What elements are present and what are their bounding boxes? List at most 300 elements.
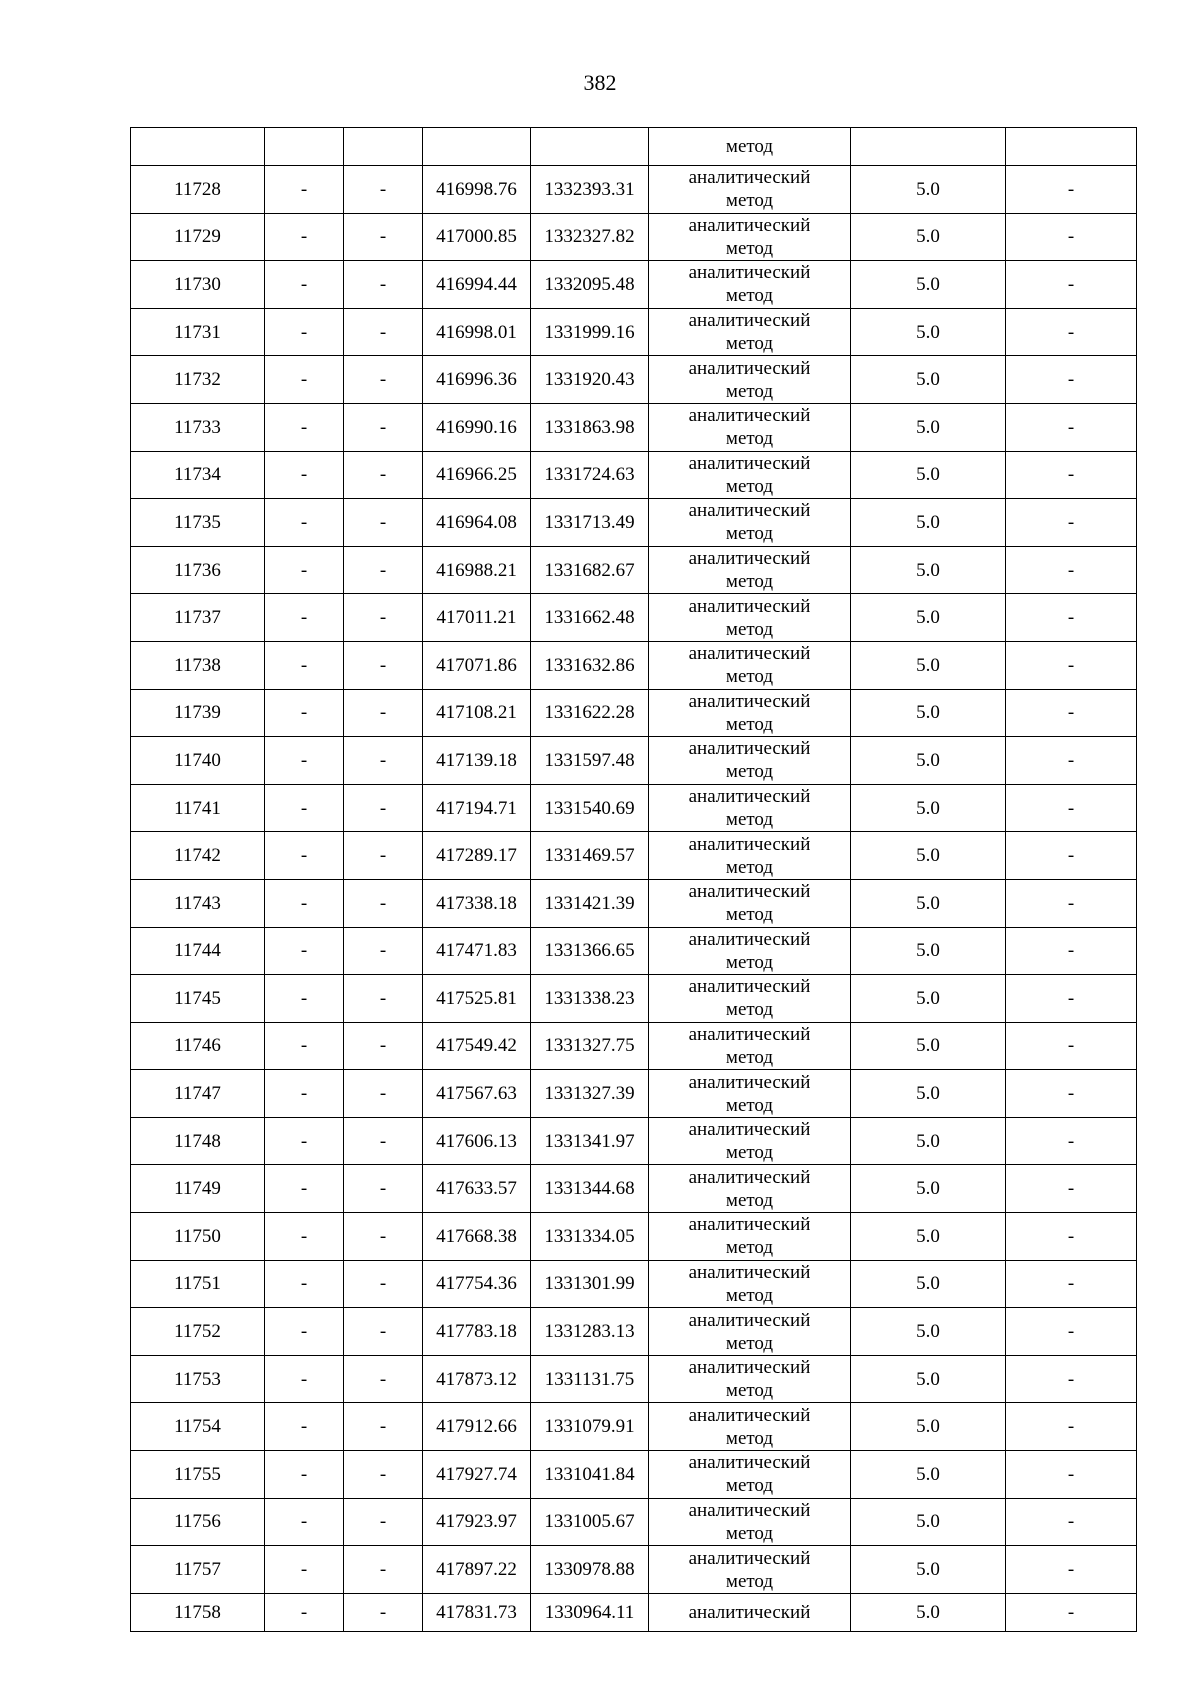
method-line1: аналитический [688,405,811,427]
method-cell [649,1546,851,1594]
table-row [131,879,1137,927]
dash-cell: - [265,1355,344,1403]
y-coordinate-cell: 1331079.91 [531,1403,649,1451]
table-row [131,213,1137,261]
y-coordinate-cell: 1331327.39 [531,1070,649,1118]
dash-cell: - [344,499,423,547]
dash-cell: - [1006,784,1137,832]
point-number-cell: 11743 [131,879,265,927]
dash-cell: - [1006,261,1137,309]
dash-cell: - [344,1260,423,1308]
dash-cell: - [265,1022,344,1070]
method-cell [649,1403,851,1451]
y-coordinate-cell: 1331334.05 [531,1213,649,1261]
accuracy-cell: 5.0 [851,1308,1006,1356]
dash-cell: - [265,594,344,642]
dash-cell: - [265,1451,344,1499]
dash-cell: - [1006,927,1137,975]
x-coordinate-cell [423,128,531,166]
method-line1: аналитический [688,1261,811,1283]
table-row [131,451,1137,499]
method-line1: аналитический [688,1452,811,1474]
method-line2: метод [725,571,774,593]
accuracy-cell: 5.0 [851,1260,1006,1308]
dash-cell: - [344,784,423,832]
method-line2: метод [725,190,774,212]
dash-cell: - [1006,451,1137,499]
x-coordinate-cell: 417633.57 [423,1165,531,1213]
method-cell [649,832,851,880]
point-number-cell: 11733 [131,403,265,451]
y-coordinate-cell: 1331662.48 [531,594,649,642]
dash-cell: - [344,1022,423,1070]
table-row [131,499,1137,547]
dash-cell: - [265,451,344,499]
y-coordinate-cell [531,128,649,166]
method-cell [649,128,851,166]
table-row [131,308,1137,356]
accuracy-cell: 5.0 [851,451,1006,499]
method-line2: метод [725,1427,774,1449]
dash-cell: - [1006,308,1137,356]
y-coordinate-cell: 1330978.88 [531,1546,649,1594]
method-line2: метод [725,1046,774,1068]
method-line2: метод [725,713,774,735]
dash-cell: - [1006,1260,1137,1308]
x-coordinate-cell: 417338.18 [423,879,531,927]
accuracy-cell: 5.0 [851,1070,1006,1118]
dash-cell: - [1006,1593,1137,1631]
y-coordinate-cell: 1331999.16 [531,308,649,356]
method-line2: метод [725,761,774,783]
method-cell [649,975,851,1023]
dash-cell: - [344,594,423,642]
table-row [131,1213,1137,1261]
y-coordinate-cell: 1331005.67 [531,1498,649,1546]
method-line2: метод [725,666,774,688]
x-coordinate-cell: 417289.17 [423,832,531,880]
method-line1: аналитический [688,1071,811,1093]
x-coordinate-cell: 416966.25 [423,451,531,499]
method-line2: метод [725,237,774,259]
y-coordinate-cell: 1331301.99 [531,1260,649,1308]
empty-cell [265,128,344,166]
dash-cell: - [265,1260,344,1308]
y-coordinate-cell: 1331366.65 [531,927,649,975]
method-line1: аналитический [688,1404,811,1426]
accuracy-cell: 5.0 [851,546,1006,594]
method-cell [649,356,851,404]
method-line1: аналитический [688,1547,811,1569]
y-coordinate-cell: 1331283.13 [531,1308,649,1356]
x-coordinate-cell: 417567.63 [423,1070,531,1118]
y-coordinate-cell: 1331622.28 [531,689,649,737]
point-number-cell: 11742 [131,832,265,880]
method-cell [649,737,851,785]
x-coordinate-cell: 417912.66 [423,1403,531,1451]
table-row [131,403,1137,451]
table-row [131,261,1137,309]
method-line2: метод [725,1475,774,1497]
dash-cell: - [1006,356,1137,404]
dash-cell: - [1006,1355,1137,1403]
table-row [131,927,1137,975]
table-row [131,1355,1137,1403]
dash-cell: - [265,1593,344,1631]
dash-cell: - [344,927,423,975]
dash-cell: - [1006,832,1137,880]
page-number: 382 [583,70,617,95]
dash-cell: - [265,261,344,309]
y-coordinate-cell: 1332393.31 [531,166,649,214]
dash-cell: - [344,1546,423,1594]
y-coordinate-cell: 1331041.84 [531,1451,649,1499]
point-number-cell: 11741 [131,784,265,832]
y-coordinate-cell: 1330964.11 [531,1593,649,1631]
accuracy-cell: 5.0 [851,1593,1006,1631]
method-cell [649,213,851,261]
point-number-cell: 11730 [131,261,265,309]
method-line2: метод [725,285,774,307]
table-row [131,1546,1137,1594]
method-line1: аналитический [688,357,811,379]
method-line1: аналитический [688,1499,811,1521]
dash-cell: - [344,1498,423,1546]
point-number-cell: 11734 [131,451,265,499]
dash-cell: - [1006,1022,1137,1070]
dash-cell: - [344,1165,423,1213]
point-number-cell: 11755 [131,1451,265,1499]
table-row [131,356,1137,404]
method-cell [649,927,851,975]
dash-cell: - [1006,546,1137,594]
method-cell [649,1451,851,1499]
accuracy-cell: 5.0 [851,1355,1006,1403]
point-number-cell: 11746 [131,1022,265,1070]
method-line2: метод [725,1522,774,1544]
method-line1: аналитический [688,548,811,570]
x-coordinate-cell: 416996.36 [423,356,531,404]
dash-cell: - [1006,1403,1137,1451]
dash-cell: - [1006,689,1137,737]
dash-cell: - [344,1117,423,1165]
empty-cell [344,128,423,166]
point-number-cell: 11740 [131,737,265,785]
dash-cell: - [1006,1451,1137,1499]
x-coordinate-cell: 416998.01 [423,308,531,356]
y-coordinate-cell: 1331540.69 [531,784,649,832]
dash-cell: - [1006,1308,1137,1356]
dash-cell: - [344,1308,423,1356]
method-tail: метод [725,136,774,157]
method-cell [649,1593,851,1631]
table-row [131,1308,1137,1356]
continued-row [131,128,1137,166]
y-coordinate-cell: 1332095.48 [531,261,649,309]
x-coordinate-cell: 416998.76 [423,166,531,214]
point-number-cell: 11729 [131,213,265,261]
table-row [131,975,1137,1023]
accuracy-cell: 5.0 [851,975,1006,1023]
method-line1: аналитический [688,738,811,760]
dash-cell: - [265,1308,344,1356]
dash-cell: - [265,737,344,785]
accuracy-cell: 5.0 [851,927,1006,975]
table-row [131,1451,1137,1499]
y-coordinate-cell: 1331131.75 [531,1355,649,1403]
accuracy-cell: 5.0 [851,832,1006,880]
method-line2: метод [725,904,774,926]
x-coordinate-cell: 417897.22 [423,1546,531,1594]
y-coordinate-cell: 1331341.97 [531,1117,649,1165]
dash-cell: - [265,832,344,880]
dash-cell: - [265,213,344,261]
dash-cell: - [344,356,423,404]
dash-cell: - [265,308,344,356]
y-coordinate-cell: 1331344.68 [531,1165,649,1213]
y-coordinate-cell: 1331338.23 [531,975,649,1023]
method-cell [649,1355,851,1403]
point-number-cell: 11751 [131,1260,265,1308]
y-coordinate-cell: 1331713.49 [531,499,649,547]
point-number-cell: 11753 [131,1355,265,1403]
accuracy-cell: 5.0 [851,879,1006,927]
method-line1: аналитический [688,214,811,236]
accuracy-cell: 5.0 [851,784,1006,832]
method-line1: аналитический [688,786,811,808]
x-coordinate-cell: 417525.81 [423,975,531,1023]
y-coordinate-cell: 1332327.82 [531,213,649,261]
x-coordinate-cell: 417754.36 [423,1260,531,1308]
method-line1: аналитический [688,500,811,522]
dash-cell: - [1006,737,1137,785]
method-line1: аналитический [688,167,811,189]
accuracy-cell: 5.0 [851,261,1006,309]
x-coordinate-cell: 417783.18 [423,1308,531,1356]
method-line2: метод [725,1094,774,1116]
dash-cell: - [344,879,423,927]
dash-cell: - [344,261,423,309]
dash-cell: - [344,641,423,689]
x-coordinate-cell: 417927.74 [423,1451,531,1499]
point-number-cell: 11747 [131,1070,265,1118]
dash-cell: - [344,1070,423,1118]
method-line1: аналитический [688,690,811,712]
dash-cell: - [265,1546,344,1594]
dash-cell: - [1006,641,1137,689]
table-row [131,546,1137,594]
method-line2: метод [725,1570,774,1592]
accuracy-cell: 5.0 [851,308,1006,356]
method-cell [649,166,851,214]
dash-cell: - [265,1403,344,1451]
dash-cell: - [344,1451,423,1499]
dash-cell: - [344,689,423,737]
x-coordinate-cell: 417923.97 [423,1498,531,1546]
dash-cell: - [265,499,344,547]
dash-cell: - [344,213,423,261]
method-line1: аналитический [688,1166,811,1188]
accuracy-cell [851,128,1006,166]
dash-cell: - [265,927,344,975]
dash-cell: - [265,784,344,832]
y-coordinate-cell: 1331920.43 [531,356,649,404]
point-number-cell: 11735 [131,499,265,547]
dash-cell: - [344,308,423,356]
dash-cell: - [344,832,423,880]
point-number-cell: 11736 [131,546,265,594]
dash-cell: - [344,166,423,214]
method-cell [649,1117,851,1165]
method-cell [649,1213,851,1261]
point-number-cell: 11738 [131,641,265,689]
y-coordinate-cell: 1331863.98 [531,403,649,451]
table-row [131,1070,1137,1118]
method-line1: аналитический [688,881,811,903]
table-row [131,832,1137,880]
method-cell [649,1308,851,1356]
method-line1: аналитический [688,833,811,855]
dash-cell: - [265,1498,344,1546]
accuracy-cell: 5.0 [851,594,1006,642]
dash-cell: - [1006,1546,1137,1594]
dash-cell: - [265,356,344,404]
point-number-cell: 11750 [131,1213,265,1261]
method-cell [649,689,851,737]
table-row [131,689,1137,737]
table-row [131,641,1137,689]
dash-cell: - [265,403,344,451]
table-row [131,1498,1137,1546]
accuracy-cell: 5.0 [851,166,1006,214]
method-line1: аналитический [688,1214,811,1236]
method-line1: аналитический [688,1601,811,1623]
method-line2: метод [725,1237,774,1259]
method-cell [649,1070,851,1118]
method-cell [649,1260,851,1308]
method-cell [649,308,851,356]
table-row [131,1260,1137,1308]
dash-cell: - [344,1593,423,1631]
point-number-cell: 11744 [131,927,265,975]
dash-cell: - [1006,213,1137,261]
point-number-cell: 11758 [131,1593,265,1631]
method-cell [649,451,851,499]
method-line1: аналитический [688,595,811,617]
dash-cell: - [265,1070,344,1118]
method-cell [649,1022,851,1070]
table-row [131,737,1137,785]
x-coordinate-cell: 417831.73 [423,1593,531,1631]
accuracy-cell: 5.0 [851,213,1006,261]
point-number-cell: 11737 [131,594,265,642]
y-coordinate-cell: 1331724.63 [531,451,649,499]
accuracy-cell: 5.0 [851,1022,1006,1070]
x-coordinate-cell: 417071.86 [423,641,531,689]
x-coordinate-cell: 417139.18 [423,737,531,785]
point-number-cell [131,128,265,166]
point-number-cell: 11732 [131,356,265,404]
table-row [131,594,1137,642]
x-coordinate-cell: 417873.12 [423,1355,531,1403]
accuracy-cell: 5.0 [851,1451,1006,1499]
method-line2: метод [725,856,774,878]
method-cell [649,1165,851,1213]
method-line2: метод [725,618,774,640]
method-line1: аналитический [688,643,811,665]
y-coordinate-cell: 1331597.48 [531,737,649,785]
dash-cell: - [1006,1165,1137,1213]
point-number-cell: 11728 [131,166,265,214]
dash-cell: - [1006,975,1137,1023]
method-line2: метод [725,809,774,831]
method-cell [649,261,851,309]
dash-cell: - [265,689,344,737]
dash-cell: - [344,737,423,785]
method-line2: метод [725,999,774,1021]
accuracy-cell: 5.0 [851,1546,1006,1594]
dash-cell: - [265,166,344,214]
point-number-cell: 11731 [131,308,265,356]
x-coordinate-cell: 416988.21 [423,546,531,594]
dash-cell: - [344,975,423,1023]
dash-cell: - [265,1117,344,1165]
point-number-cell: 11749 [131,1165,265,1213]
dash-cell: - [1006,879,1137,927]
dash-cell: - [1006,166,1137,214]
accuracy-cell: 5.0 [851,689,1006,737]
point-number-cell: 11748 [131,1117,265,1165]
accuracy-cell: 5.0 [851,499,1006,547]
dash-cell: - [344,1213,423,1261]
point-number-cell: 11754 [131,1403,265,1451]
table-body [131,128,1137,1632]
dash-cell: - [1006,1117,1137,1165]
x-coordinate-cell: 417668.38 [423,1213,531,1261]
x-coordinate-cell: 416964.08 [423,499,531,547]
method-line2: метод [725,1189,774,1211]
method-line2: метод [725,1380,774,1402]
dash-cell: - [265,1165,344,1213]
method-cell [649,641,851,689]
x-coordinate-cell: 417000.85 [423,213,531,261]
method-line1: аналитический [688,1119,811,1141]
dash-cell: - [344,1355,423,1403]
method-line1: аналитический [688,310,811,332]
accuracy-cell: 5.0 [851,1403,1006,1451]
method-line2: метод [725,428,774,450]
method-line1: аналитический [688,452,811,474]
point-number-cell: 11745 [131,975,265,1023]
y-coordinate-cell: 1331327.75 [531,1022,649,1070]
dash-cell: - [344,403,423,451]
table-row [131,784,1137,832]
accuracy-cell: 5.0 [851,641,1006,689]
x-coordinate-cell: 417471.83 [423,927,531,975]
dash-cell: - [1006,1213,1137,1261]
x-coordinate-cell: 416994.44 [423,261,531,309]
table-row [131,166,1137,214]
method-cell [649,499,851,547]
point-number-cell: 11752 [131,1308,265,1356]
y-coordinate-cell: 1331632.86 [531,641,649,689]
y-coordinate-cell: 1331421.39 [531,879,649,927]
method-line1: аналитический [688,1023,811,1045]
method-line2: метод [725,1332,774,1354]
accuracy-cell: 5.0 [851,737,1006,785]
x-coordinate-cell: 417549.42 [423,1022,531,1070]
method-cell [649,879,851,927]
